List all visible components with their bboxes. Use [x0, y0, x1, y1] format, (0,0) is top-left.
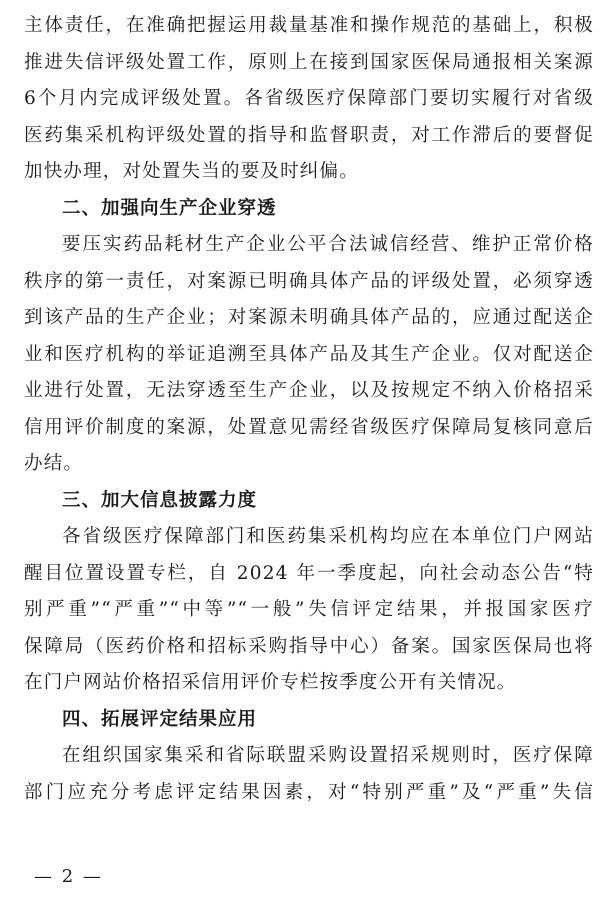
- section-heading: 三、加大信息披露力度: [62, 489, 258, 511]
- text-line: 别严重”“严重”“中等”“一般”失信评定结果，并报国家医疗: [24, 599, 594, 620]
- text-line: 到该产品的生产企业；对案源未明确具体产品的，应通过配送企: [24, 307, 594, 328]
- document-body: [24, 8, 594, 811]
- text-line: 在门户网站价格招采信用评价专栏按季度公开有关情况。: [24, 672, 517, 693]
- text-line: 要压实药品耗材生产企业公平合法诚信经营、维护正常价格: [62, 234, 594, 255]
- section-heading: 二、加强向生产企业穿透: [62, 197, 277, 219]
- section-heading: 四、拓展评定结果应用: [62, 708, 258, 730]
- section-3: [24, 483, 594, 702]
- text-line: 业和医疗机构的举证追溯至具体产品及其生产企业。仅对配送企: [24, 343, 594, 365]
- text-line: 6个月内完成评级处置。各省级医疗保障部门要切实履行对省级: [24, 88, 594, 109]
- text-line: 保障局（医药价格和招标采购指导中心）备案。国家医保局也将: [24, 635, 594, 657]
- text-line: 医药集采机构评级处置的指导和监督职责，对工作滞后的要督促: [24, 124, 594, 146]
- text-line: 醒目位置设置专栏，自 2024 年一季度起，向社会动态公告“特: [24, 562, 594, 584]
- text-line: 主体责任，在准确把握运用裁量基准和操作规范的基础上，积极: [24, 15, 594, 36]
- section-2: [24, 191, 594, 483]
- section-4: [24, 702, 594, 812]
- text-line: 在组织国家集采和省际联盟采购设置招采规则时，医疗保障: [62, 745, 594, 766]
- text-line: 业进行处置，无法穿透至生产企业，以及按规定不纳入价格招采: [24, 380, 594, 401]
- text-line: 加快办理，对处置失当的要及时纠偏。: [24, 161, 359, 182]
- page-number: — 2 —: [34, 866, 103, 887]
- text-line: 办结。: [24, 453, 84, 474]
- text-line: 秩序的第一责任，对案源已明确具体产品的评级处置，必须穿透: [24, 270, 594, 292]
- paragraph-continued: [24, 8, 594, 191]
- text-line: 推进失信评级处置工作，原则上在接到国家医保局通报相关案源: [24, 51, 594, 73]
- text-line: 部门应充分考虑评定结果因素，对“特别严重”及“严重”失信: [24, 781, 594, 803]
- text-line: 信用评价制度的案源，处置意见需经省级医疗保障局复核同意后: [24, 416, 594, 438]
- text-line: 各省级医疗保障部门和医药集采机构均应在本单位门户网站: [62, 526, 594, 547]
